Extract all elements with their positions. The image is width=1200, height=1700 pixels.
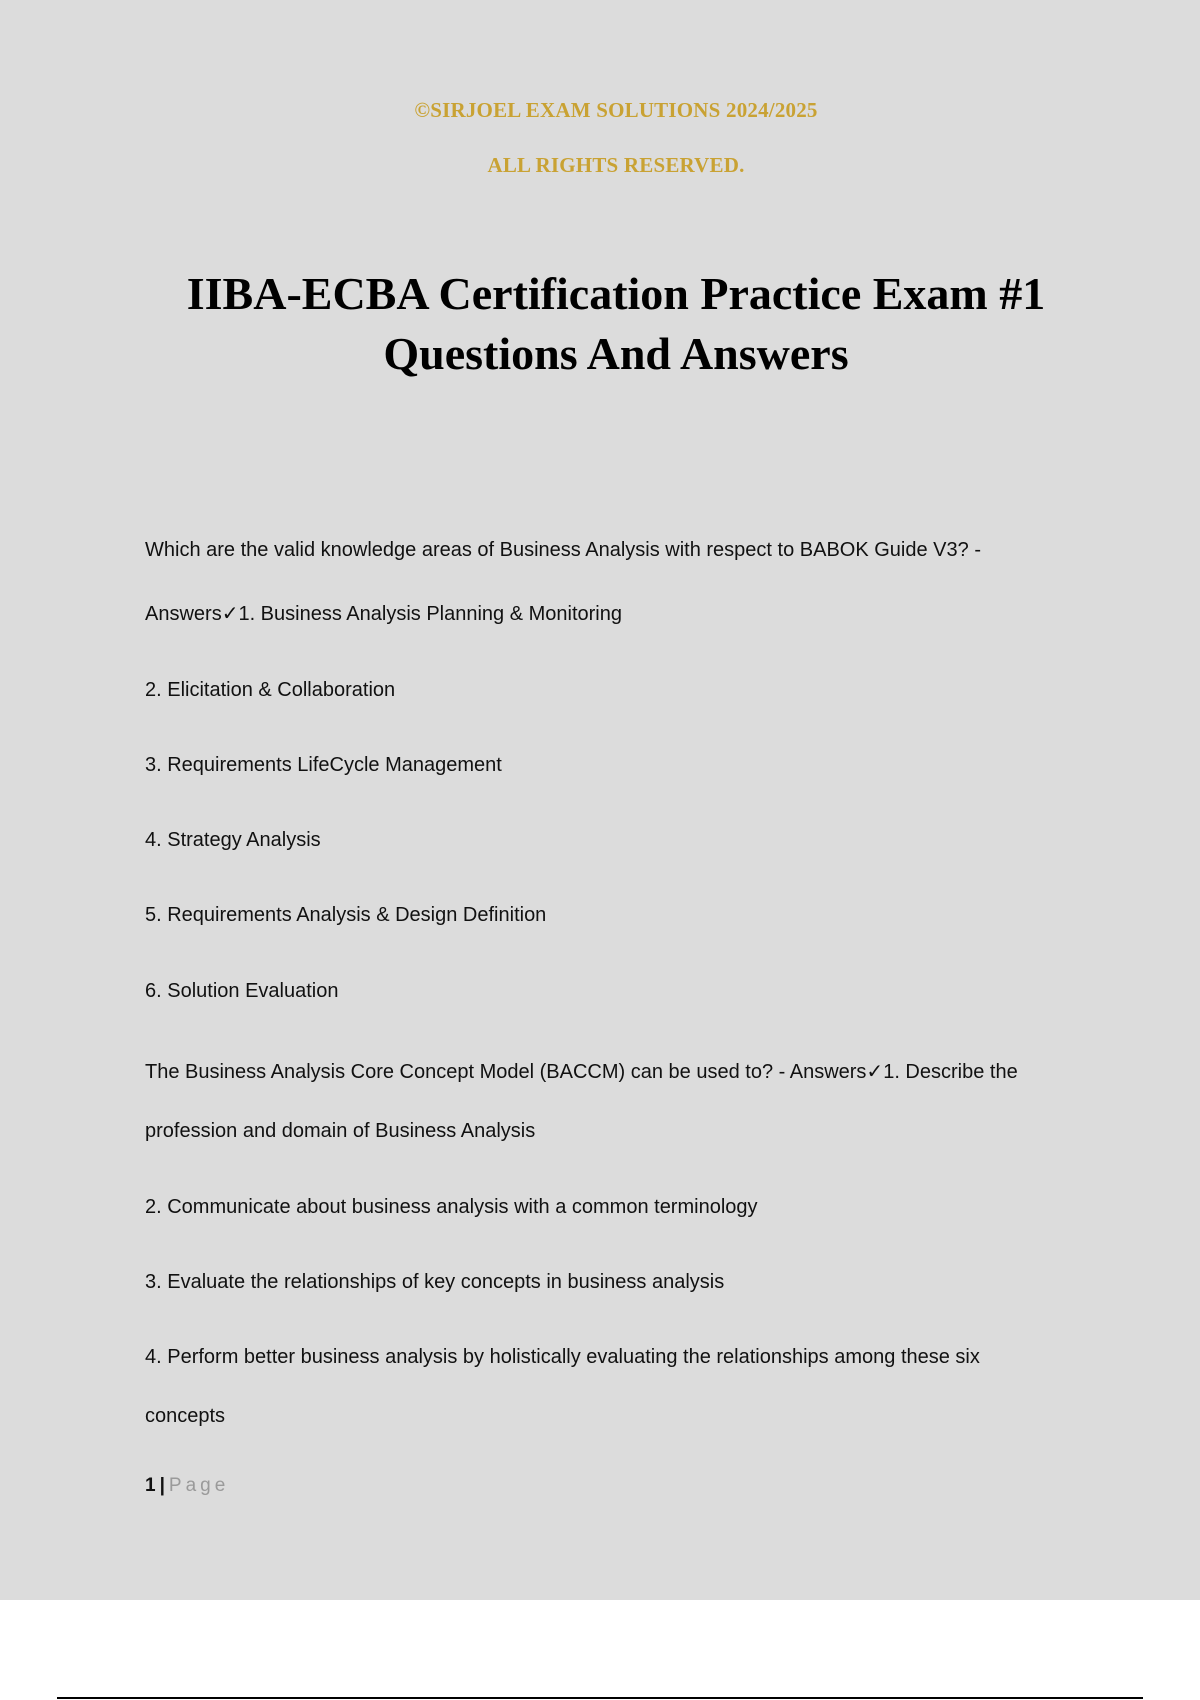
title-line-1: IIBA-ECBA Certification Practice Exam #1	[186, 268, 1046, 319]
title-line-2: Questions And Answers	[383, 328, 849, 379]
bottom-divider	[57, 1697, 1143, 1699]
document-title	[0, 264, 1200, 384]
answer-2-item-4: 4. Perform better business analysis by holistically evaluating the relationships among these six	[145, 1346, 980, 1368]
answer-2-item-2: 2. Communicate about business analysis with a common terminology	[145, 1196, 758, 1218]
answer-2-item-1-cont: profession and domain of Business Analysis	[145, 1120, 536, 1142]
copyright-header: ©SIRJOEL EXAM SOLUTIONS 2024/2025	[414, 98, 818, 122]
answer-1-item-3: 3. Requirements LifeCycle Management	[145, 754, 502, 776]
page-footer	[145, 1475, 229, 1497]
page-separator: |	[159, 1475, 165, 1496]
answer-1-item-2: 2. Elicitation & Collaboration	[145, 679, 396, 701]
answer-1-item-1: Answers✓1. Business Analysis Planning & Monitoring	[145, 603, 622, 625]
rights-reserved-header: ALL RIGHTS RESERVED.	[487, 153, 745, 177]
question-1-text: Which are the valid knowledge areas of Business Analysis with respect to BABOK Guide V3? -	[145, 539, 981, 561]
page-label: Page	[168, 1475, 230, 1496]
question-2-text: The Business Analysis Core Concept Model (BACCM) can be used to? - Answers✓1. Describe the	[145, 1061, 1018, 1083]
answer-1-item-6: 6. Solution Evaluation	[145, 980, 339, 1002]
answer-1-item-4: 4. Strategy Analysis	[145, 829, 321, 851]
answer-2-item-3: 3. Evaluate the relationships of key concepts in business analysis	[145, 1271, 725, 1293]
answer-1-item-5: 5. Requirements Analysis & Design Definition	[145, 904, 547, 926]
page-number: 1	[145, 1475, 156, 1496]
answer-2-item-4-cont: concepts	[145, 1405, 226, 1427]
